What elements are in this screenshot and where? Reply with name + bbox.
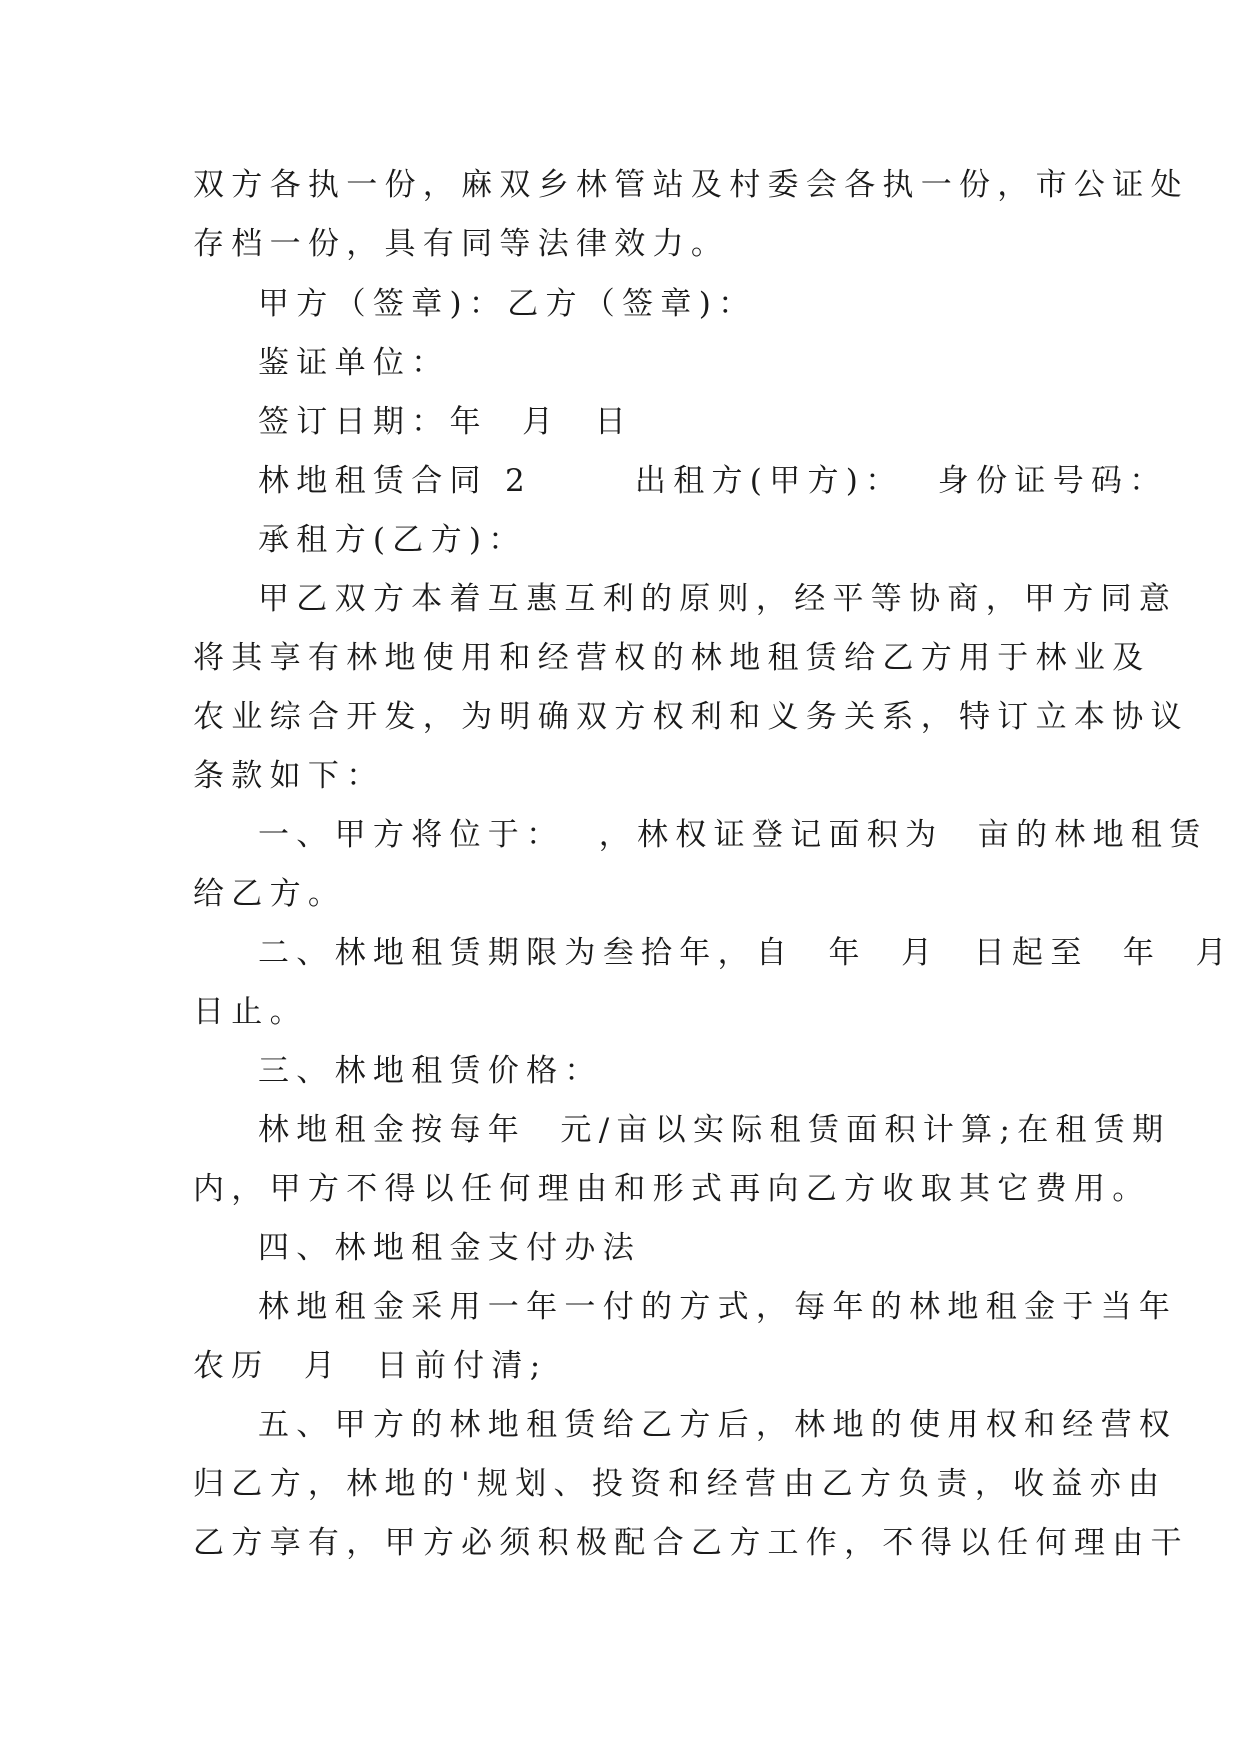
text-line: 农历 月 日前付清; (193, 1348, 548, 1384)
text-line: 五、甲方的林地租赁给乙方后，林地的使用权和经营权 (258, 1407, 1178, 1443)
text-line: 林地租赁合同 2 出租方(甲方)： 身份证号码： (258, 463, 1168, 499)
text-line: 存档一份，具有同等法律效力。 (193, 226, 730, 262)
text-line: 内，甲方不得以任何理由和形式再向乙方收取其它费用。 (193, 1171, 1151, 1207)
text-line: 三、林地租赁价格： (258, 1053, 603, 1089)
text-line: 甲方（签章)：乙方（签章)： (258, 286, 757, 322)
text-line: 一、甲方将位于： ，林权证登记面积为 亩的林地租赁 (258, 817, 1208, 853)
text-line: 将其享有林地使用和经营权的林地租赁给乙方用于林业及 (193, 640, 1151, 676)
text-line: 鉴证单位： (258, 345, 450, 381)
text-line: 农业综合开发，为明确双方权利和义务关系，特订立本协议 (193, 699, 1189, 735)
text-line: 双方各执一份，麻双乡林管站及村委会各执一份，市公证处 (193, 167, 1189, 203)
text-line: 签订日期：年 月 日 (258, 404, 634, 440)
text-line: 承租方(乙方)： (258, 522, 527, 558)
text-line: 乙方享有，甲方必须积极配合乙方工作，不得以任何理由干 (193, 1525, 1189, 1561)
text-line: 林地租金采用一年一付的方式，每年的林地租金于当年 (258, 1289, 1178, 1325)
text-line: 甲乙双方本着互惠互利的原则，经平等协商，甲方同意 (258, 581, 1178, 617)
text-line: 二、林地租赁期限为叁拾年，自 年 月 日起至 年 月 (258, 935, 1234, 971)
text-line: 归乙方，林地的'规划、投资和经营由乙方负责，收益亦由 (193, 1466, 1167, 1502)
text-line: 日止。 (193, 994, 308, 1030)
text-line: 条款如下： (193, 758, 385, 794)
text-line: 给乙方。 (193, 876, 347, 912)
text-line: 林地租金按每年 元/亩以实际租赁面积计算;在租赁期 (258, 1112, 1171, 1148)
text-line: 四、林地租金支付办法 (258, 1230, 641, 1266)
